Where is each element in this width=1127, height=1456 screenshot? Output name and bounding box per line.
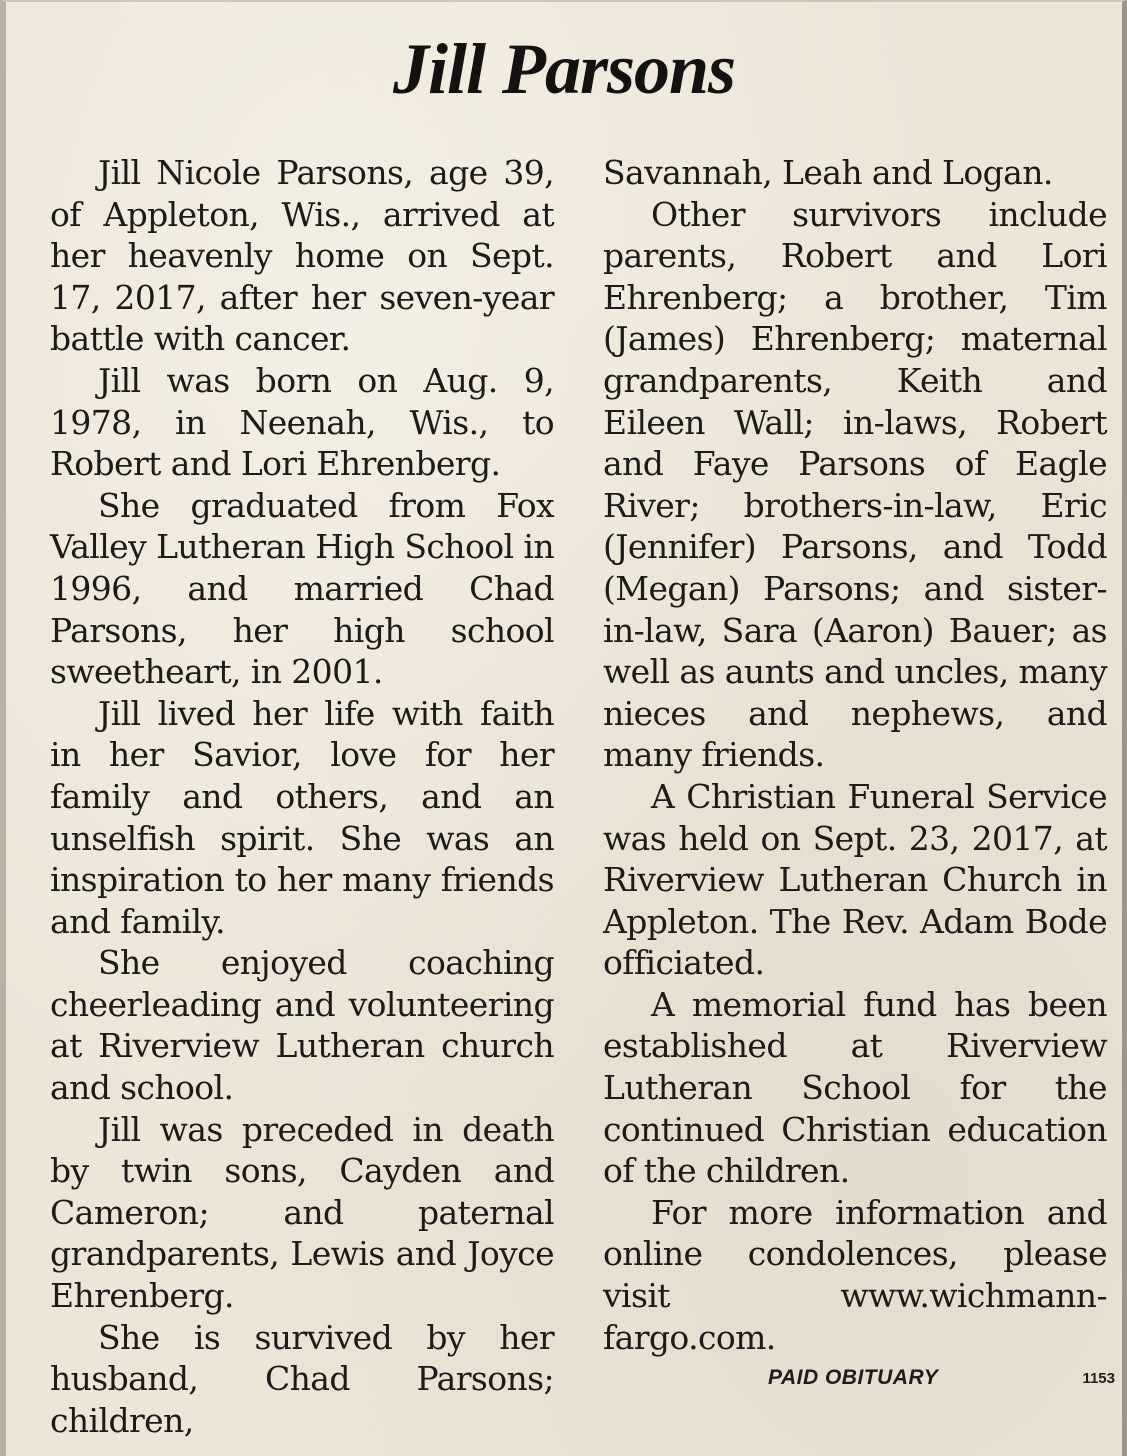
footer — [603, 1364, 1115, 1394]
obituary-title: Jill Parsons — [392, 29, 736, 109]
ad-code: 1153 — [1082, 1370, 1115, 1387]
paragraph-continuation: Savannah, Leah and Logan. — [603, 153, 1053, 192]
paragraph: She is survived by her husband, Chad Parsons; children, — [50, 1317, 554, 1440]
paragraph: Jill lived her life with faith in her Savior, love for her family and others, and an unselfish spirit. She was an inspiration to her many friends and family. — [50, 693, 554, 941]
paragraph: For more information and online condolences, please visit www.wichmann-fargo.com. — [603, 1192, 1107, 1357]
paid-obituary-label: PAID OBITUARY — [768, 1366, 939, 1389]
paragraph: A Christian Funeral Service was held on Sept. 23, 2017, at Riverview Lutheran Church in Appleton. The Rev. Adam Bode officiated. — [603, 776, 1107, 983]
paragraph: Jill was preceded in death by twin sons, Cayden and Cameron; and paternal grandparents, Lewis and Joyce Ehrenberg. — [50, 1109, 554, 1316]
paragraph: Other survivors include parents, Robert and Lori Ehrenberg; a brother, Tim (James) Ehrenberg; maternal grandparents, Keith and Eileen Wall; in-laws, Robert and Faye Parsons of Eagle River; brothers-in-law, Eric (Jennifer) Parsons, and Todd (Megan) Parsons; and sister-in-law, Sara (Aaron) Bauer; as well as aunts and uncles, many nieces and nephews, and many friends. — [603, 194, 1107, 775]
paragraph: She graduated from Fox Valley Lutheran High School in 1996, and married Chad Parsons, her high school sweetheart, in 2001. — [50, 485, 554, 692]
paragraph: Jill Nicole Parsons, age 39, of Appleton, Wis., arrived at her heavenly home on Sept. 17, 2017, after her seven-year battle with cancer. — [50, 153, 554, 359]
left-column — [50, 152, 554, 1441]
right-column — [603, 152, 1107, 1358]
paragraph: She enjoyed coaching cheerleading and volunteering at Riverview Lutheran church and school. — [50, 943, 554, 1108]
paragraph: Jill was born on Aug. 9, 1978, in Neenah, Wis., to Robert and Lori Ehrenberg. — [50, 360, 554, 484]
paragraph: A memorial fund has been established at Riverview Lutheran School for the continued Christian education of the children. — [603, 984, 1107, 1191]
